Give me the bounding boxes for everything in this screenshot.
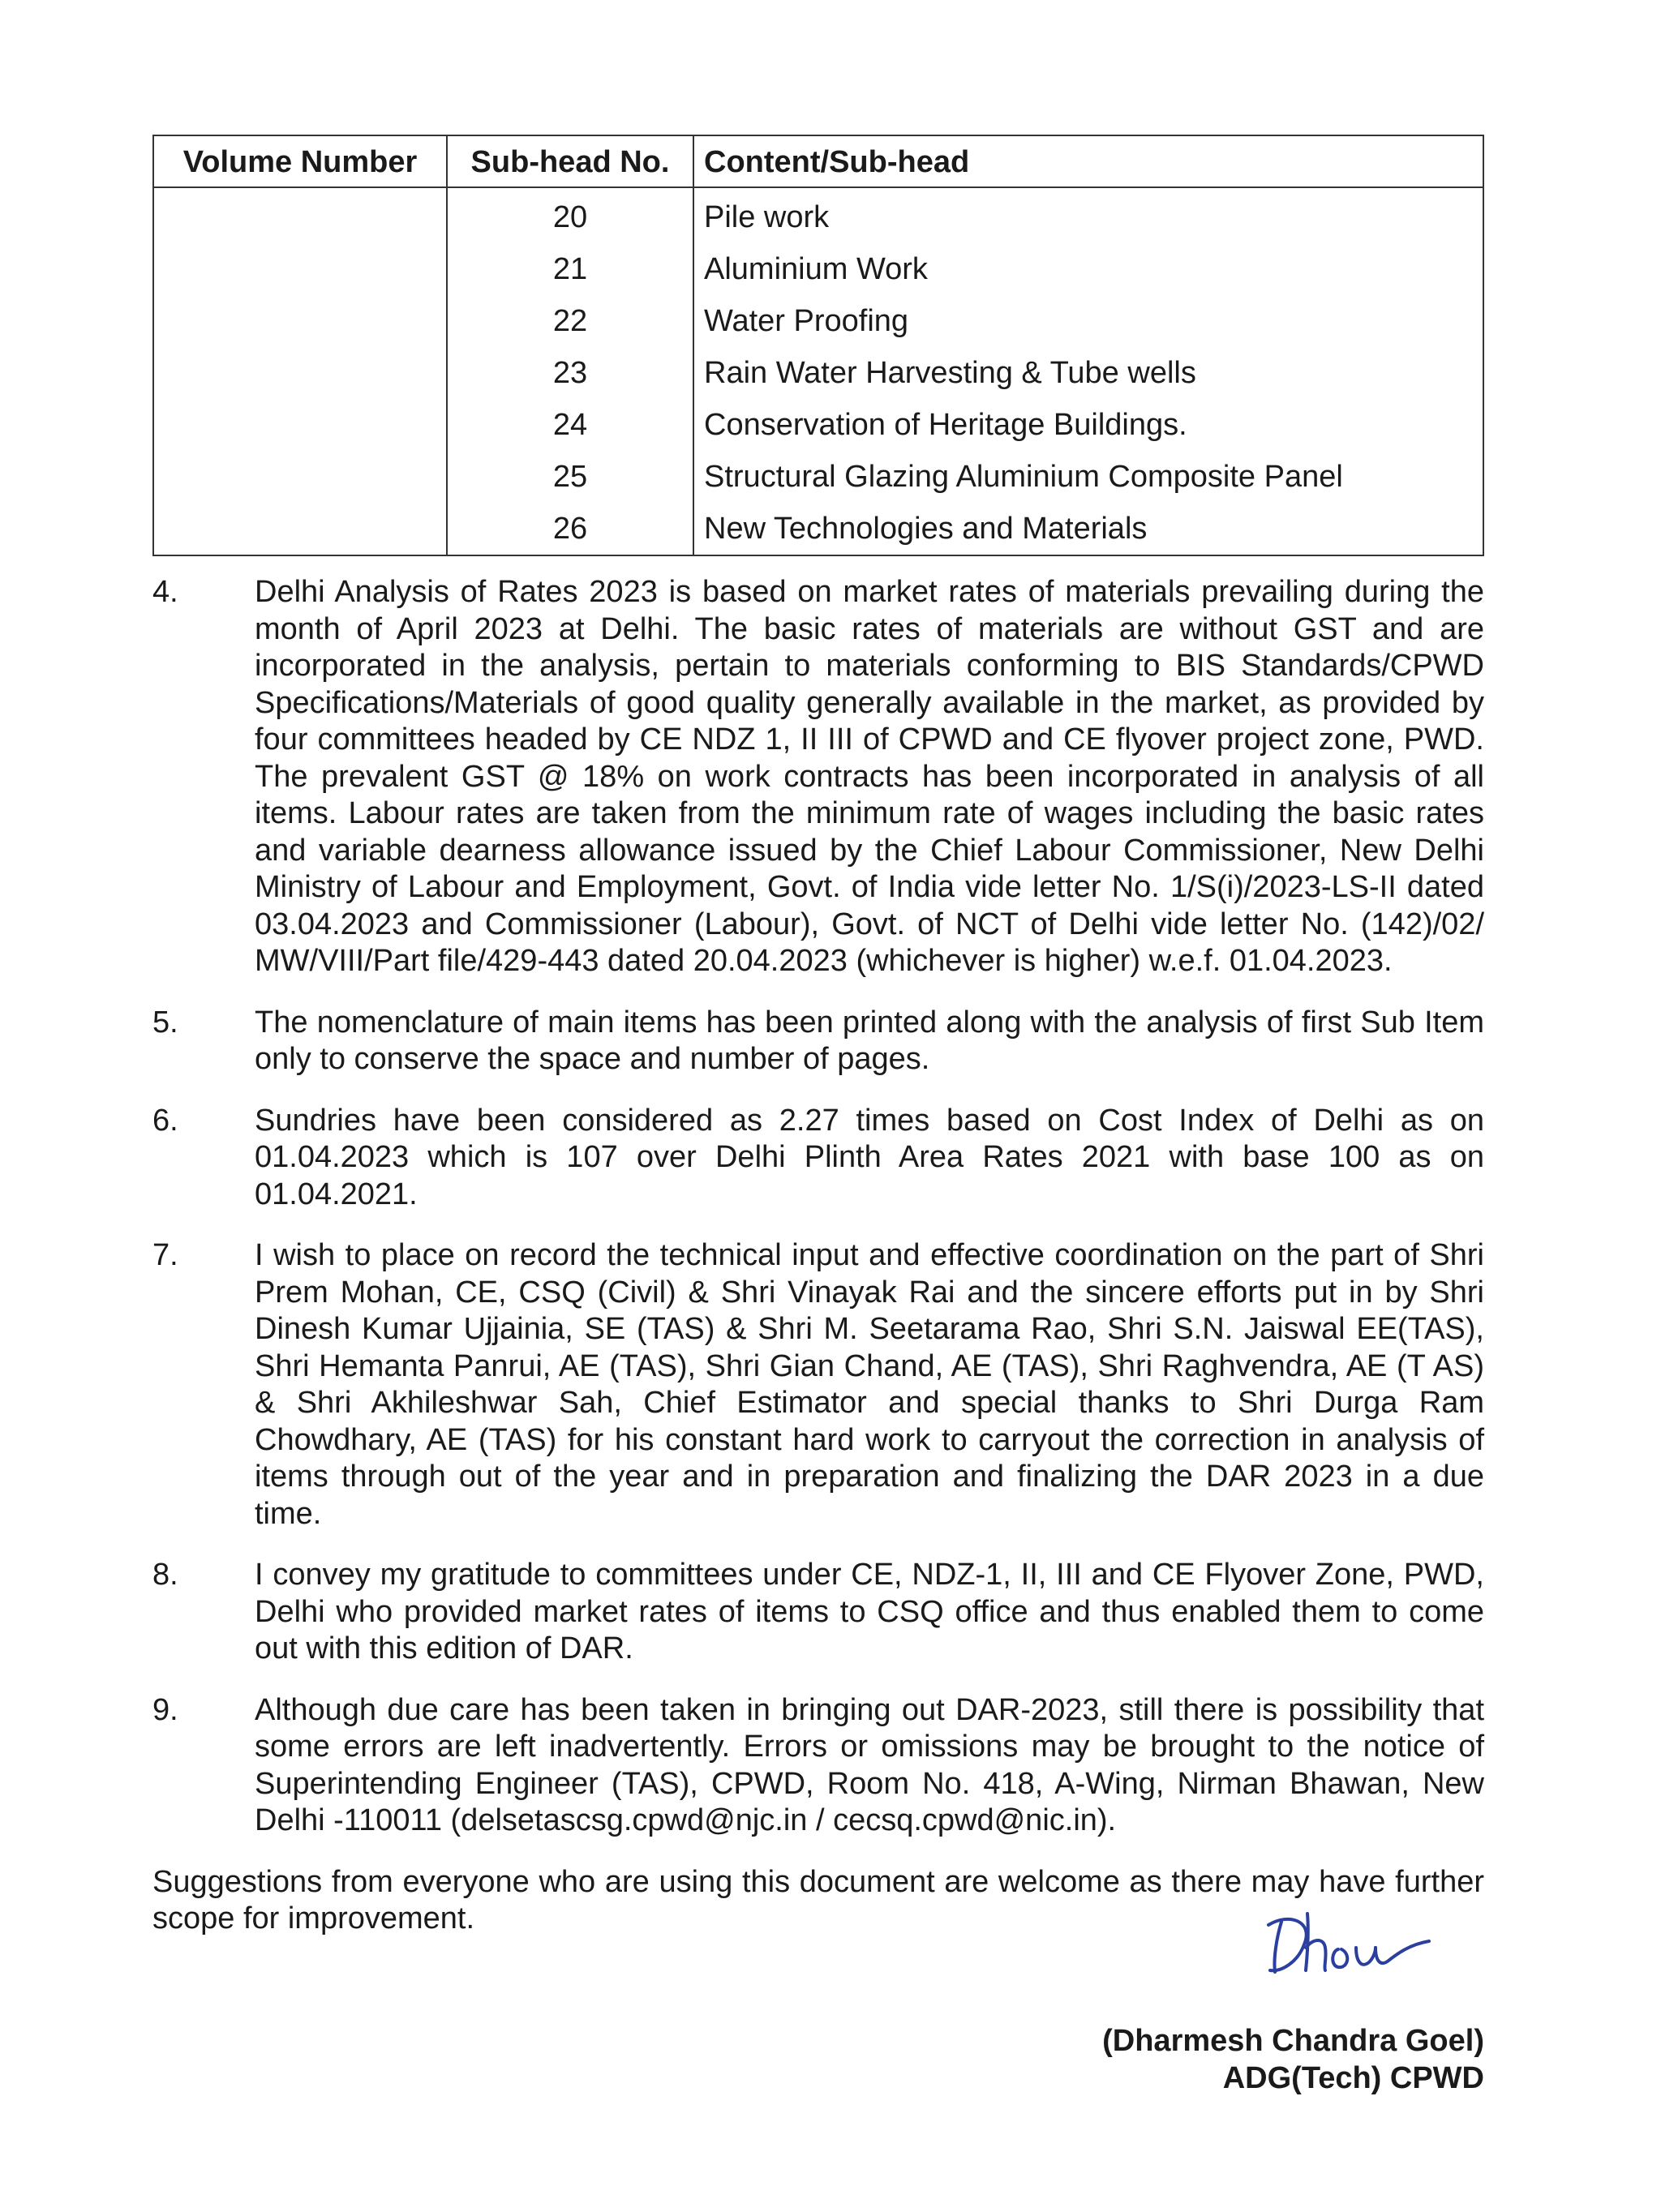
- paragraph-item-4: [152, 574, 1484, 980]
- cell-volume: [153, 187, 447, 243]
- item-text: Delhi Analysis of Rates 2023 is based on market rates of materials prevailing during the month of April 2023 at Delhi. The basic rates of materials are without GST and are incorporated in the analysis, pertain to materials conforming to BIS Standards/CPWD Specifications/Materials of good quality generally available in the market, as provided by four committees headed by CE NDZ 1, II III of CPWD and CE flyover project zone, PWD. The prevalent GST @ 18% on work contracts has been incorporated in analysis of all items. Labour rates are taken from the minimum rate of wages including the basic rates and variable dearness allowance issued by the Chief Labour Commissioner, New Delhi Ministry of Labour and Employment, Govt. of India vide letter No. 1/S(i)/2023-LS-II dated 03.04.2023 and Commissioner (Labour), Govt. of NCT of Delhi vide letter No. (142)/02/ MW/VIII/Part file/429-443 dated 20.04.2023 (whichever is higher) w.e.f. 01.04.2023.: [255, 575, 1484, 978]
- item-number: 6.: [152, 1103, 178, 1138]
- table-row: [153, 503, 1483, 555]
- cell-subhead-no: 21: [447, 243, 693, 295]
- handwritten-signature: [1257, 1897, 1444, 1987]
- paragraph-item-7: [152, 1237, 1484, 1533]
- signatory-designation: ADG(Tech) CPWD: [1222, 2061, 1484, 2095]
- numbered-paragraphs: [152, 574, 1484, 1840]
- table-row: [153, 295, 1483, 347]
- item-text: I convey my gratitude to committees under CE, NDZ-1, II, III and CE Flyover Zone, PWD, Delhi who provided market rates of items to CSQ office and thus enabled them to come out with this edition of DAR.: [255, 1558, 1484, 1665]
- cell-content: Water Proofing: [693, 295, 1483, 347]
- subhead-table: [152, 135, 1484, 556]
- table-header-row: [153, 135, 1483, 187]
- table-row: [153, 187, 1483, 243]
- cell-subhead-no: 20: [447, 187, 693, 243]
- item-number: 5.: [152, 1005, 178, 1040]
- cell-volume: [153, 295, 447, 347]
- signature-block: [1102, 2022, 1484, 2097]
- cell-content: New Technologies and Materials: [693, 503, 1483, 555]
- item-number: 8.: [152, 1558, 178, 1592]
- cell-volume: [153, 347, 447, 399]
- table-row: [153, 347, 1483, 399]
- cell-volume: [153, 399, 447, 451]
- item-text: Sundries have been considered as 2.27 times based on Cost Index of Delhi as on 01.04.2023 which is 107 over Delhi Plinth Area Rates 2021 with base 100 as on 01.04.2021.: [255, 1103, 1484, 1211]
- cell-subhead-no: 22: [447, 295, 693, 347]
- cell-subhead-no: 24: [447, 399, 693, 451]
- paragraph-item-5: [152, 1005, 1484, 1078]
- cell-volume: [153, 451, 447, 503]
- table-row: [153, 451, 1483, 503]
- cell-volume: [153, 503, 447, 555]
- cell-content: Aluminium Work: [693, 243, 1483, 295]
- paragraph-item-6: [152, 1103, 1484, 1214]
- header-subhead-no: Sub-head No.: [447, 135, 693, 187]
- item-text: Although due care has been taken in bringing out DAR-2023, still there is possibility that some errors are left inadvertently. Errors or omissions may be brought to the notice of Superintending Engineer (TAS), CPWD, Room No. 418, A-Wing, Nirman Bhawan, New Delhi -110011 (delsetascsg.cpwd@njc.in / cecsq.cpwd@nic.in).: [255, 1692, 1484, 1837]
- closing-paragraph: Suggestions from everyone who are using this document are welcome as there may have further scope for improvement.: [152, 1864, 1484, 1935]
- cell-content: Structural Glazing Aluminium Composite Panel: [693, 451, 1483, 503]
- item-text: I wish to place on record the technical input and effective coordination on the part of Shri Prem Mohan, CE, CSQ (Civil) & Shri Vinayak Rai and the sincere efforts put in by Shri Dinesh Kumar Ujjainia, SE (TAS) & Shri M. Seetarama Rao, Shri S.N. Jaiswal EE(TAS), Shri Hemanta Panrui, AE (TAS), Shri Gian Chand, AE (TAS), Shri Raghvendra, AE (T AS) & Shri Akhileshwar Sah, Chief Estimator and special thanks to Shri Durga Ram Chowdhary, AE (TAS) for his constant hard work to carryout the correction in analysis of items through out of the year and in preparation and finalizing the DAR 2023 in a due time.: [255, 1238, 1484, 1531]
- paragraph-item-9: [152, 1692, 1484, 1840]
- header-volume-number: Volume Number: [153, 135, 447, 187]
- header-content-subhead: Content/Sub-head: [693, 135, 1483, 187]
- cell-subhead-no: 23: [447, 347, 693, 399]
- item-number: 7.: [152, 1238, 178, 1272]
- table-row: [153, 399, 1483, 451]
- table-row: [153, 243, 1483, 295]
- paragraph-item-8: [152, 1557, 1484, 1668]
- item-number: 9.: [152, 1692, 178, 1727]
- document-page: [152, 135, 1484, 1938]
- item-text: The nomenclature of main items has been printed along with the analysis of first Sub Item only to conserve the space and number of pages.: [255, 1005, 1484, 1076]
- cell-content: Conservation of Heritage Buildings.: [693, 399, 1483, 451]
- item-number: 4.: [152, 575, 178, 609]
- signatory-name: (Dharmesh Chandra Goel): [1102, 2024, 1484, 2058]
- cell-content: Pile work: [693, 187, 1483, 243]
- cell-volume: [153, 243, 447, 295]
- cell-subhead-no: 26: [447, 503, 693, 555]
- cell-content: Rain Water Harvesting & Tube wells: [693, 347, 1483, 399]
- cell-subhead-no: 25: [447, 451, 693, 503]
